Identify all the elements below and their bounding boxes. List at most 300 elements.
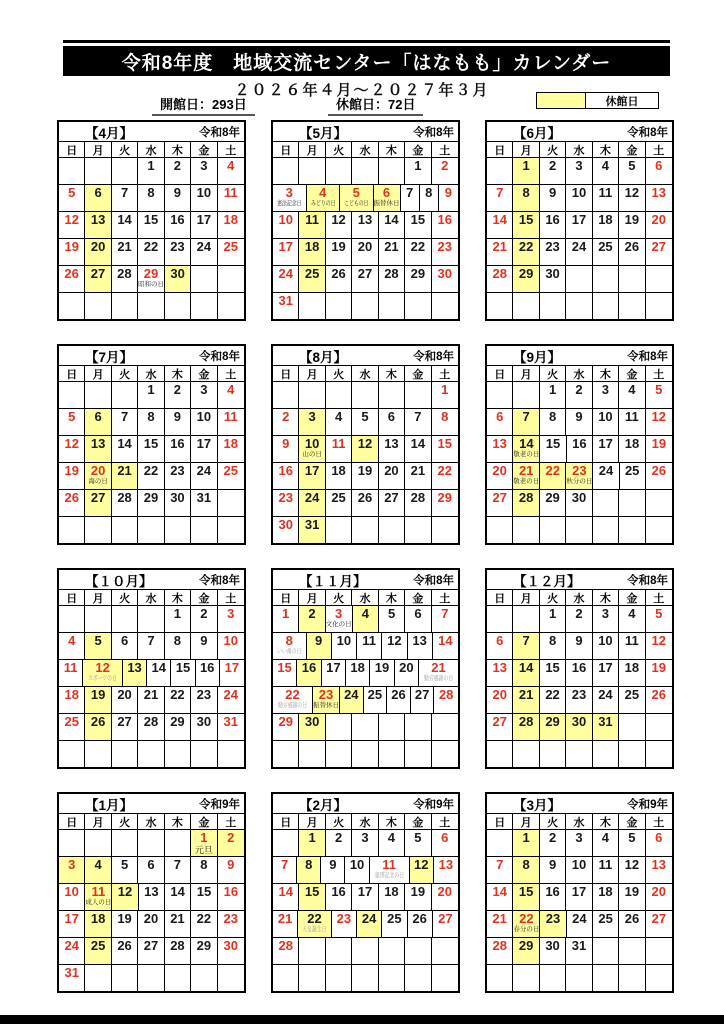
- holiday-note: 建国記念の日: [374, 872, 404, 879]
- empty-cell: [405, 741, 431, 767]
- day-cell: [513, 239, 539, 266]
- day-number: 21: [518, 687, 534, 702]
- day-cell: [487, 911, 513, 938]
- day-number: 6: [120, 633, 129, 648]
- day-number: 3: [601, 382, 610, 397]
- day-cell: [646, 660, 672, 687]
- day-cell: [273, 884, 299, 911]
- day-number: 5: [628, 830, 636, 845]
- day-number: 20: [492, 463, 507, 478]
- day-cell: [218, 938, 244, 965]
- day-number: 28: [278, 938, 293, 953]
- day-cell: [646, 212, 672, 239]
- day-cell: [379, 884, 405, 911]
- day-cell: [352, 409, 378, 436]
- week-row: [487, 382, 672, 409]
- empty-cell: [218, 293, 244, 319]
- day-number: 5: [352, 185, 360, 200]
- day-number: 8: [305, 857, 313, 872]
- holiday-note: 成人の日: [85, 899, 112, 906]
- day-number: 19: [90, 687, 106, 702]
- day-number: 8: [441, 409, 449, 424]
- weekday-header: 土: [432, 590, 458, 606]
- weekday-header: 水: [566, 142, 592, 158]
- month-title-row: [59, 570, 244, 590]
- day-number: 12: [387, 633, 402, 648]
- weekday-header-row: [487, 590, 672, 606]
- week-row: [273, 606, 458, 633]
- day-cell: [593, 382, 619, 409]
- day-cell: [566, 938, 592, 965]
- day-cell: [307, 185, 341, 212]
- day-cell: [85, 436, 111, 463]
- month-calendar: [271, 792, 460, 993]
- day-number: 30: [545, 266, 560, 281]
- empty-cell: [540, 741, 566, 767]
- empty-cell: [326, 965, 352, 991]
- empty-cell: [112, 158, 138, 185]
- empty-cell: [352, 293, 378, 319]
- day-cell: [191, 884, 217, 911]
- day-number: 8: [522, 857, 530, 872]
- day-cell: [59, 463, 85, 490]
- day-number: 23: [278, 490, 293, 505]
- day-number: 8: [285, 633, 293, 648]
- day-cell: [326, 212, 352, 239]
- day-cell: [593, 158, 619, 185]
- day-cell: [487, 212, 513, 239]
- week-row: [487, 266, 672, 293]
- day-cell: [540, 212, 566, 239]
- week-row: [273, 857, 458, 884]
- day-number: 7: [496, 857, 504, 872]
- week-row: [59, 857, 244, 884]
- empty-cell: [405, 938, 431, 965]
- empty-cell: [112, 741, 138, 767]
- day-number: 10: [598, 633, 613, 648]
- week-row: [59, 830, 244, 857]
- weekday-header: 火: [540, 366, 566, 382]
- day-number: 30: [571, 714, 587, 729]
- empty-cell: [619, 741, 645, 767]
- weekday-header: 水: [138, 590, 164, 606]
- day-cell: [59, 660, 83, 687]
- day-cell: [566, 633, 592, 660]
- day-cell: [273, 857, 297, 884]
- day-cell: [646, 158, 672, 185]
- empty-cell: [379, 382, 405, 409]
- day-cell: [313, 687, 340, 714]
- day-number: 15: [143, 212, 159, 227]
- week-row: [273, 714, 458, 741]
- day-number: 18: [90, 911, 106, 926]
- closed-days-count: 休館日：72日: [328, 94, 423, 116]
- day-cell: [405, 409, 431, 436]
- day-cell: [138, 185, 164, 212]
- day-number: 31: [571, 938, 587, 953]
- day-cell: [352, 884, 378, 911]
- day-number: 4: [68, 633, 76, 648]
- month-calendar: [57, 344, 246, 545]
- day-cell: [401, 185, 420, 212]
- day-number: 14: [278, 884, 293, 899]
- empty-cell: [326, 741, 352, 767]
- day-number: 29: [278, 714, 293, 729]
- day-cell: [59, 490, 85, 517]
- empty-cell: [138, 293, 164, 319]
- day-cell: [566, 857, 592, 884]
- day-cell: [357, 633, 382, 660]
- day-number: 27: [414, 687, 430, 702]
- day-cell: [540, 830, 566, 857]
- day-cell: [191, 212, 217, 239]
- empty-cell: [273, 830, 299, 857]
- day-cell: [138, 490, 164, 517]
- day-cell: [432, 382, 458, 409]
- day-cell: [379, 239, 405, 266]
- day-number: 10: [336, 633, 352, 648]
- empty-cell: [352, 517, 378, 543]
- month-calendar: [485, 568, 674, 769]
- month-title-row: [273, 346, 458, 366]
- day-cell: [218, 409, 244, 436]
- empty-cell: [85, 517, 111, 543]
- day-number: 22: [143, 239, 159, 254]
- week-row: [59, 714, 244, 741]
- day-cell: [218, 830, 244, 857]
- day-cell: [646, 884, 672, 911]
- day-cell: [408, 633, 433, 660]
- empty-cell: [326, 714, 352, 741]
- weekday-header: 日: [273, 814, 299, 830]
- weekday-header: 火: [112, 366, 138, 382]
- month-name: 【4月】: [85, 125, 134, 141]
- empty-cell: [112, 965, 138, 991]
- day-cell: [299, 490, 325, 517]
- empty-cell: [619, 965, 645, 991]
- day-cell: [299, 212, 325, 239]
- day-number: 16: [223, 884, 239, 899]
- week-row: [487, 741, 672, 767]
- weekday-header: 土: [218, 590, 244, 606]
- day-cell: [513, 633, 539, 660]
- day-number: 17: [326, 660, 341, 675]
- era-year-label: 令和9年: [627, 798, 668, 811]
- weekday-header: 日: [59, 590, 85, 606]
- day-cell: [646, 436, 672, 463]
- day-number: 13: [384, 436, 399, 451]
- day-cell: [513, 911, 540, 938]
- day-cell: [593, 660, 619, 687]
- day-cell: [411, 687, 435, 714]
- day-cell: [326, 884, 352, 911]
- empty-cell: [165, 293, 191, 319]
- day-number: 5: [655, 606, 663, 621]
- week-row: [273, 266, 458, 293]
- day-cell: [147, 660, 171, 687]
- holiday-note: 春分の日: [513, 926, 540, 933]
- day-number: 12: [331, 212, 346, 227]
- day-cell: [138, 266, 165, 293]
- day-cell: [191, 436, 217, 463]
- day-cell: [540, 687, 566, 714]
- day-number: 6: [655, 830, 663, 845]
- week-row: [59, 409, 244, 436]
- week-row: [487, 490, 672, 517]
- day-cell: [513, 266, 539, 293]
- day-cell: [59, 212, 85, 239]
- day-cell: [59, 884, 85, 911]
- day-cell: [112, 911, 138, 938]
- empty-cell: [540, 293, 566, 319]
- empty-cell: [299, 741, 325, 767]
- day-cell: [85, 212, 111, 239]
- day-number: 23: [170, 239, 185, 254]
- day-number: 5: [655, 382, 663, 397]
- week-row: [273, 158, 458, 185]
- day-cell: [322, 660, 346, 687]
- empty-cell: [646, 741, 672, 767]
- day-cell: [352, 490, 378, 517]
- month-title-row: [487, 346, 672, 366]
- day-number: 22: [519, 911, 534, 926]
- day-cell: [138, 382, 164, 409]
- weekday-header: 木: [593, 142, 619, 158]
- day-cell: [593, 212, 619, 239]
- day-cell: [297, 660, 321, 687]
- day-number: 11: [382, 857, 397, 872]
- day-number: 7: [120, 409, 129, 424]
- day-number: 3: [308, 409, 316, 424]
- day-cell: [191, 633, 217, 660]
- holiday-note: 敬老の日: [513, 478, 540, 485]
- day-number: 24: [223, 687, 239, 702]
- day-cell: [408, 911, 433, 938]
- day-cell: [357, 911, 382, 938]
- day-number: 11: [63, 660, 78, 675]
- week-row: [59, 660, 244, 687]
- day-cell: [487, 436, 513, 463]
- week-row: [487, 911, 672, 938]
- day-number: 26: [651, 463, 667, 478]
- day-number: 20: [651, 212, 667, 227]
- week-row: [273, 185, 458, 212]
- day-number: 21: [277, 911, 293, 926]
- day-cell: [352, 266, 378, 293]
- day-number: 6: [441, 830, 449, 845]
- day-number: 5: [120, 857, 129, 872]
- day-number: 27: [384, 490, 399, 505]
- day-cell: [112, 490, 138, 517]
- day-cell: [218, 857, 244, 884]
- day-cell: [59, 633, 85, 660]
- empty-cell: [513, 965, 539, 991]
- era-year-label: 令和8年: [413, 574, 454, 587]
- day-number: 27: [143, 938, 159, 953]
- day-cell: [273, 606, 299, 633]
- day-cell: [646, 857, 672, 884]
- day-number: 21: [143, 687, 159, 702]
- day-cell: [540, 884, 566, 911]
- empty-cell: [432, 965, 458, 991]
- day-number: 20: [399, 660, 414, 675]
- weekday-header: 水: [138, 814, 164, 830]
- day-cell: [218, 185, 244, 212]
- day-number: 19: [374, 660, 390, 675]
- empty-cell: [432, 741, 458, 767]
- day-cell: [123, 660, 147, 687]
- day-cell: [165, 185, 191, 212]
- day-number: 17: [571, 884, 587, 899]
- day-cell: [191, 938, 217, 965]
- holiday-note: 勤労感謝の日: [423, 675, 454, 682]
- day-number: 30: [437, 266, 453, 281]
- day-number: 4: [227, 382, 235, 397]
- day-cell: [85, 857, 111, 884]
- day-cell: [364, 687, 388, 714]
- day-cell: [566, 830, 592, 857]
- day-number: 26: [412, 911, 427, 926]
- empty-cell: [138, 606, 164, 633]
- day-number: 27: [651, 911, 667, 926]
- weekday-header: 木: [379, 366, 405, 382]
- day-cell: [405, 463, 431, 490]
- empty-cell: [619, 714, 645, 741]
- day-number: 23: [223, 911, 239, 926]
- week-row: [487, 830, 672, 857]
- day-number: 2: [282, 409, 290, 424]
- day-cell: [540, 606, 566, 633]
- day-number: 17: [196, 436, 212, 451]
- day-number: 2: [308, 606, 316, 621]
- day-number: 23: [571, 687, 587, 702]
- day-cell: [370, 857, 410, 884]
- week-row: [487, 409, 672, 436]
- weekday-header: 木: [379, 590, 405, 606]
- empty-cell: [352, 965, 378, 991]
- day-number: 1: [200, 830, 208, 845]
- holiday-note: みどりの日: [310, 200, 335, 207]
- holiday-note: 海の日: [88, 478, 108, 485]
- closed-day-legend-label: 休館日: [586, 92, 659, 109]
- day-cell: [540, 436, 566, 463]
- day-cell: [405, 158, 431, 185]
- day-number: 3: [601, 606, 610, 621]
- day-number: 30: [196, 714, 212, 729]
- top-rule-line: [63, 40, 670, 43]
- day-cell: [59, 965, 85, 991]
- week-row: [59, 239, 244, 266]
- day-number: 8: [548, 409, 557, 424]
- weekday-header: 月: [513, 142, 539, 158]
- day-number: 28: [438, 687, 454, 702]
- day-number: 19: [64, 239, 79, 254]
- day-cell: [112, 212, 138, 239]
- day-cell: [218, 382, 244, 409]
- day-cell: [405, 884, 431, 911]
- day-cell: [59, 266, 85, 293]
- day-cell: [593, 830, 619, 857]
- day-cell: [540, 714, 566, 741]
- day-number: 24: [278, 266, 293, 281]
- day-number: 7: [405, 185, 414, 200]
- weekday-header: 火: [326, 142, 352, 158]
- day-cell: [138, 239, 164, 266]
- month-title-row: [59, 346, 244, 366]
- day-number: 24: [572, 911, 587, 926]
- day-cell: [59, 239, 85, 266]
- week-row: [487, 463, 672, 490]
- day-cell: [165, 158, 191, 185]
- day-cell: [619, 436, 645, 463]
- day-cell: [165, 938, 191, 965]
- day-number: 4: [227, 158, 235, 173]
- day-number: 16: [437, 212, 453, 227]
- month-calendar: [57, 568, 246, 769]
- day-cell: [540, 938, 566, 965]
- day-cell: [487, 660, 513, 687]
- day-cell: [432, 830, 458, 857]
- day-number: 13: [127, 660, 142, 675]
- holiday-note: 山の日: [302, 451, 322, 458]
- page-title: 令和8年度 地域交流センター「はなもも」カレンダー: [121, 52, 612, 74]
- empty-cell: [487, 606, 513, 633]
- day-number: 29: [545, 714, 560, 729]
- day-cell: [432, 436, 458, 463]
- day-number: 19: [624, 212, 640, 227]
- day-number: 23: [437, 239, 453, 254]
- empty-cell: [352, 938, 378, 965]
- day-cell: [432, 606, 458, 633]
- day-cell: [646, 830, 672, 857]
- day-number: 16: [571, 660, 587, 675]
- empty-cell: [566, 517, 592, 543]
- day-cell: [619, 239, 645, 266]
- weekday-header: 火: [326, 366, 352, 382]
- empty-cell: [112, 382, 138, 409]
- empty-cell: [352, 714, 378, 741]
- day-number: 19: [117, 911, 132, 926]
- day-cell: [138, 938, 164, 965]
- month-calendar: [57, 792, 246, 993]
- empty-cell: [566, 266, 592, 293]
- day-cell: [138, 158, 164, 185]
- day-cell: [619, 382, 645, 409]
- day-number: 15: [196, 884, 212, 899]
- day-number: 19: [624, 884, 640, 899]
- day-number: 2: [548, 830, 557, 845]
- day-cell: [85, 884, 112, 911]
- day-cell: [299, 517, 325, 543]
- holiday-note: 昭和の日: [138, 281, 164, 288]
- day-number: 24: [598, 687, 613, 702]
- day-number: 7: [173, 857, 182, 872]
- empty-cell: [513, 382, 539, 409]
- empty-cell: [405, 293, 431, 319]
- empty-cell: [432, 293, 458, 319]
- day-number: 4: [319, 185, 327, 200]
- day-cell: [352, 239, 378, 266]
- month-title-row: [273, 122, 458, 142]
- page-title-bar: [63, 46, 670, 76]
- day-cell: [85, 463, 111, 490]
- day-number: 1: [414, 158, 422, 173]
- empty-cell: [85, 830, 111, 857]
- weekday-header: 木: [593, 366, 619, 382]
- day-number: 12: [64, 436, 79, 451]
- empty-cell: [646, 266, 672, 293]
- day-cell: [619, 884, 645, 911]
